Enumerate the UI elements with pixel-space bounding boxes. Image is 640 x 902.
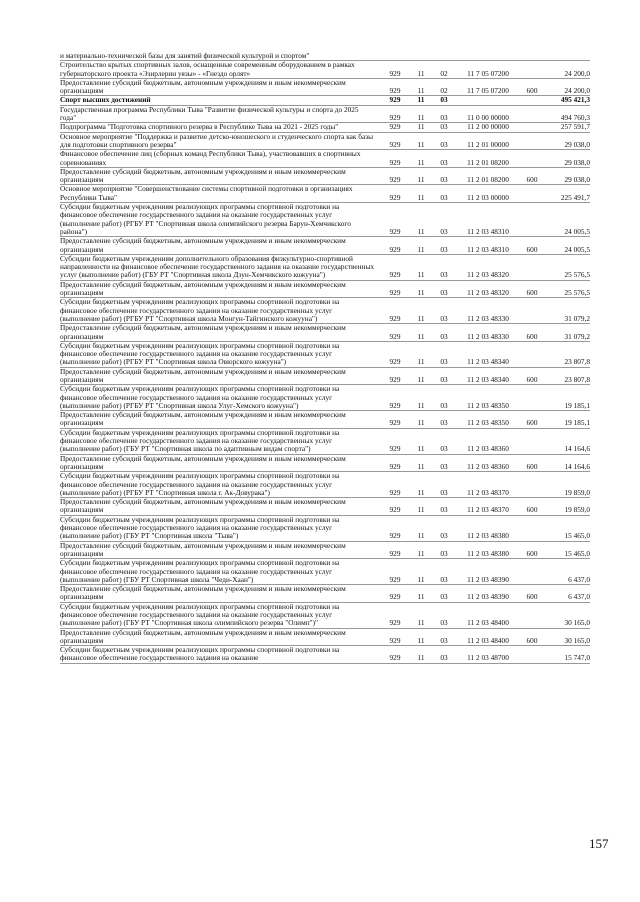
cell-ministry-code: 929 [389, 653, 401, 663]
row-description: Предоставление субсидий бюджетным, автономным учреждениям и иным некоммерческим организациям [60, 627, 346, 645]
cell-subsection-code: 03 [440, 175, 448, 185]
table-row [60, 498, 590, 516]
cell-expense-type-code: 600 [526, 548, 538, 558]
cell-target-article-code: 11 2 03 48340 [467, 357, 509, 367]
cell-section-code: 11 [417, 531, 425, 541]
cell-subsection-code: 03 [440, 270, 448, 280]
cell-subsection-code: 03 [440, 288, 448, 298]
cell-subsection-code: 03 [440, 157, 448, 167]
cell-target-article-code: 11 7 05 07200 [467, 86, 509, 96]
row-description: и материально-технической базы для занятий физической культурой и спортом" [60, 51, 310, 60]
cell-expense-type-code: 600 [526, 592, 538, 602]
cell-section-code: 11 [417, 139, 425, 149]
cell-expense-type-code: 600 [526, 175, 538, 185]
cell-ministry-code: 929 [389, 113, 401, 123]
cell-target-article-code: 11 2 03 48380 [467, 548, 509, 558]
row-description: Субсидии бюджетным учреждениям реализующих программы спортивной подготовки на финансовое обеспечение государственного задания на оказание государственных услуг (выполнение работ) (РГБУ РТ "Спортивная школа г. Ак-Довурака") [60, 471, 340, 497]
cell-subsection-code: 03 [440, 95, 448, 105]
table-row [60, 411, 590, 429]
cell-ministry-code: 929 [389, 618, 401, 628]
cell-target-article-code: 11 2 03 48400 [467, 635, 509, 645]
cell-section-code: 11 [417, 461, 425, 471]
cell-section-code: 11 [417, 574, 425, 584]
cell-target-article-code: 11 2 03 00000 [467, 192, 509, 202]
cell-section-code: 11 [417, 592, 425, 602]
cell-ministry-code: 929 [389, 505, 401, 515]
cell-section-code: 11 [417, 653, 425, 663]
cell-section-code: 11 [417, 444, 425, 454]
cell-amount: 495 421,3 [560, 95, 590, 105]
cell-subsection-code: 03 [440, 444, 448, 454]
table-row [60, 298, 590, 324]
cell-ministry-code: 929 [389, 548, 401, 558]
row-description: Основное мероприятие "Поддержка и развитие детско-юношеского и студенческого спорта как базы для подготовки спортивного резерва" [60, 131, 373, 149]
cell-amount: 19 185,1 [564, 418, 590, 428]
cell-subsection-code: 03 [440, 313, 448, 323]
cell-subsection-code: 03 [440, 461, 448, 471]
table-row [60, 342, 590, 368]
cell-amount: 25 576,5 [564, 270, 590, 280]
cell-section-code: 11 [417, 618, 425, 628]
budget-table [60, 52, 590, 664]
cell-subsection-code: 03 [440, 635, 448, 645]
cell-amount: 30 165,0 [564, 618, 590, 628]
cell-amount: 15 747,0 [564, 653, 590, 663]
cell-expense-type-code: 600 [526, 461, 538, 471]
cell-subsection-code: 03 [440, 122, 448, 132]
cell-subsection-code: 03 [440, 374, 448, 384]
cell-subsection-code: 03 [440, 244, 448, 254]
cell-subsection-code: 03 [440, 192, 448, 202]
row-description: Предоставление субсидий бюджетным, автономным учреждениям и иным некоммерческим организациям [60, 279, 346, 298]
cell-subsection-code: 03 [440, 618, 448, 628]
cell-amount: 29 038,0 [564, 157, 590, 167]
cell-section-code: 11 [417, 86, 425, 96]
cell-subsection-code: 03 [440, 531, 448, 541]
cell-subsection-code: 03 [440, 548, 448, 558]
cell-subsection-code: 03 [440, 400, 448, 410]
cell-target-article-code: 11 2 03 48330 [467, 331, 509, 341]
table-row [60, 133, 590, 151]
cell-subsection-code: 02 [440, 86, 448, 96]
row-description: Предоставление субсидий бюджетным, автономным учреждениям и иным некоммерческим организациям [60, 77, 346, 96]
cell-section-code: 11 [417, 270, 425, 280]
cell-target-article-code: 11 2 03 48340 [467, 374, 509, 384]
cell-ministry-code: 929 [389, 226, 401, 236]
cell-ministry-code: 929 [389, 418, 401, 428]
cell-section-code: 11 [417, 113, 425, 123]
cell-amount: 23 807,8 [564, 374, 590, 384]
cell-amount: 6 437,0 [568, 574, 590, 584]
cell-expense-type-code: 600 [526, 635, 538, 645]
cell-section-code: 11 [417, 635, 425, 645]
table-row [60, 61, 590, 79]
cell-target-article-code: 11 2 00 00000 [467, 122, 509, 132]
table-row [60, 603, 590, 629]
cell-target-article-code: 11 2 01 00000 [467, 139, 509, 149]
cell-section-code: 11 [417, 192, 425, 202]
cell-subsection-code: 03 [440, 505, 448, 515]
cell-section-code: 11 [417, 288, 425, 298]
row-description: Субсидии бюджетным учреждениям реализующих программы спортивной подготовки на финансовое обеспечение государственного задания на оказание государственных услуг (выполнение работ) (РГБУ РТ "Спортивная школа олимпийского резерва Барун-Хемчикского района") [60, 202, 351, 236]
row-description: Финансовое обеспечение лиц (сборных команд Республики Тыва), участвовавших в спортивных соревнованиях [60, 149, 361, 167]
cell-section-code: 11 [417, 418, 425, 428]
page-number: 157 [589, 836, 609, 851]
cell-section-code: 11 [417, 374, 425, 384]
row-description: Предоставление субсидий бюджетным, автономным учреждениям и иным некоммерческим организациям [60, 453, 346, 471]
cell-amount: 15 465,0 [564, 548, 590, 558]
cell-target-article-code: 11 2 03 48380 [467, 531, 509, 541]
row-description: Предоставление субсидий бюджетным, автономным учреждениям и иным некоммерческим организациям [60, 540, 346, 558]
row-description: Предоставление субсидий бюджетным, автономным учреждениям и иным некоммерческим организациям [60, 366, 346, 384]
cell-amount: 19 185,1 [564, 400, 590, 410]
table-row [60, 150, 590, 168]
cell-ministry-code: 929 [389, 139, 401, 149]
cell-ministry-code: 929 [389, 331, 401, 341]
table-row [60, 559, 590, 585]
cell-ministry-code: 929 [389, 122, 401, 132]
cell-ministry-code: 929 [389, 244, 401, 254]
cell-amount: 24 200,0 [564, 86, 590, 96]
cell-amount: 19 859,0 [564, 487, 590, 497]
cell-expense-type-code: 600 [526, 418, 538, 428]
cell-subsection-code: 03 [440, 331, 448, 341]
row-description: Субсидии бюджетным учреждениям реализующих программы спортивной подготовки на финансовое обеспечение государственного задания на оказание государственных услуг (выполнение работ) (ГБУ РТ "Спортивная школа по адаптивным видам спорта") [60, 427, 340, 454]
cell-section-code: 11 [417, 357, 425, 367]
cell-amount: 19 859,0 [564, 505, 590, 515]
cell-ministry-code: 929 [389, 400, 401, 410]
cell-ministry-code: 929 [389, 192, 401, 202]
cell-expense-type-code: 600 [526, 288, 538, 298]
cell-target-article-code: 11 2 03 48310 [467, 244, 509, 254]
cell-expense-type-code: 600 [526, 505, 538, 515]
cell-target-article-code: 11 2 03 48390 [467, 574, 509, 584]
cell-target-article-code: 11 2 03 48320 [467, 288, 509, 298]
cell-section-code: 11 [417, 331, 425, 341]
cell-expense-type-code: 600 [526, 374, 538, 384]
cell-amount: 30 165,0 [564, 635, 590, 645]
cell-amount: 23 807,8 [564, 357, 590, 367]
row-description: Предоставление субсидий бюджетным, автономным учреждениям и иным некоммерческим организациям [60, 236, 346, 254]
row-description: Предоставление субсидий бюджетным, автономным учреждениям и иным некоммерческим организациям [60, 497, 346, 515]
cell-subsection-code: 02 [440, 68, 448, 78]
table-row [60, 255, 590, 281]
row-description: Субсидии бюджетным учреждениям реализующих программы спортивной подготовки на финансовое обеспечение государственного задания на оказание государственных услуг (выполнение работ) (ГБУ РТ "Спортивная школа олимпийского резерва "Олимп")" [60, 601, 340, 628]
row-description: Субсидии бюджетным учреждениям реализующих программы спортивной подготовки на финансовое обеспечение государственного задания на оказание государственных услуг (выполнение работ) (РГБУ РТ "Спортивная школа Улуг-Хемского кожууна") [60, 384, 340, 410]
cell-target-article-code: 11 2 03 48320 [467, 270, 509, 280]
table-row [60, 385, 590, 411]
cell-target-article-code: 11 2 03 48700 [467, 653, 509, 663]
cell-amount: 14 164,6 [564, 461, 590, 471]
cell-target-article-code: 11 2 03 48350 [467, 418, 509, 428]
cell-ministry-code: 929 [389, 444, 401, 454]
cell-ministry-code: 929 [389, 487, 401, 497]
cell-subsection-code: 03 [440, 226, 448, 236]
row-description: Предоставление субсидий бюджетным, автономным учреждениям и иным некоммерческим организациям [60, 584, 346, 602]
cell-amount: 494 760,3 [560, 113, 590, 123]
cell-ministry-code: 929 [389, 461, 401, 471]
cell-amount: 29 038,0 [564, 139, 590, 149]
cell-subsection-code: 03 [440, 574, 448, 584]
cell-section-code: 11 [417, 548, 425, 558]
cell-ministry-code: 929 [389, 357, 401, 367]
row-description: Спорт высших достижений [60, 95, 151, 105]
table-row [60, 237, 590, 255]
cell-amount: 31 079,2 [564, 331, 590, 341]
table-row [60, 646, 590, 664]
cell-target-article-code: 11 2 03 48330 [467, 313, 509, 323]
cell-subsection-code: 03 [440, 357, 448, 367]
cell-expense-type-code: 600 [526, 86, 538, 96]
cell-ministry-code: 929 [389, 313, 401, 323]
cell-ministry-code: 929 [389, 270, 401, 280]
cell-amount: 14 164,6 [564, 444, 590, 454]
table-row [60, 106, 590, 124]
table-row [60, 542, 590, 560]
cell-target-article-code: 11 2 03 48350 [467, 400, 509, 410]
row-description: Подпрограмма "Подготовка спортивного резерва в Республике Тыва на 2021 - 2025 годы" [60, 122, 339, 132]
cell-amount: 257 591,7 [560, 122, 590, 132]
cell-ministry-code: 929 [389, 592, 401, 602]
cell-target-article-code: 11 2 03 48370 [467, 487, 509, 497]
cell-section-code: 11 [417, 226, 425, 236]
cell-target-article-code: 11 2 03 48310 [467, 226, 509, 236]
table-row [60, 516, 590, 542]
cell-section-code: 11 [417, 400, 425, 410]
cell-amount: 15 465,0 [564, 531, 590, 541]
row-description: Государственная программа Республики Тыва "Развитие физической культуры и спорта до 2025 года" [60, 104, 359, 123]
cell-section-code: 11 [417, 122, 425, 132]
cell-amount: 6 437,0 [568, 592, 590, 602]
cell-section-code: 11 [417, 487, 425, 497]
row-description: Предоставление субсидий бюджетным, автономным учреждениям и иным некоммерческим организациям [60, 166, 346, 185]
cell-ministry-code: 929 [389, 374, 401, 384]
cell-ministry-code: 929 [389, 68, 401, 78]
table-row [60, 281, 590, 299]
cell-section-code: 11 [417, 157, 425, 167]
table-row [60, 185, 590, 203]
table-row [60, 368, 590, 386]
table-row [60, 429, 590, 455]
cell-subsection-code: 03 [440, 113, 448, 123]
cell-section-code: 11 [417, 68, 425, 78]
row-description: Субсидии бюджетным учреждениям реализующих программы спортивной подготовки на финансовое обеспечение государственного задания на оказание государственных услуг (выполнение работ) (ГБУ РТ "Спортивная школа "Тыва") [60, 514, 340, 541]
cell-ministry-code: 929 [389, 157, 401, 167]
row-description: Субсидии бюджетным учреждениям реализующих программы спортивной подготовки на финансовое обеспечение государственного задания на оказание государственных услуг (выполнение работ) (РГБУ РТ "Спортивная школа Монгун-Тайгинского кожууна") [60, 297, 340, 323]
row-description: Субсидии бюджетным учреждениям реализующих программы спортивной подготовки на финансовое обеспечение государственного задания на оказание государственных услуг (выполнение работ) (ГБУ РТ Спортивная школа "Чеди-Хаан") [60, 558, 340, 584]
cell-expense-type-code: 600 [526, 244, 538, 254]
cell-expense-type-code: 600 [526, 331, 538, 341]
table-row [60, 472, 590, 498]
cell-target-article-code: 11 7 05 07200 [467, 68, 509, 78]
cell-ministry-code: 929 [389, 95, 401, 105]
cell-subsection-code: 03 [440, 592, 448, 602]
table-row [60, 324, 590, 342]
table-row [60, 168, 590, 186]
table-row [60, 79, 590, 97]
cell-ministry-code: 929 [389, 175, 401, 185]
cell-target-article-code: 11 2 03 48360 [467, 461, 509, 471]
cell-section-code: 11 [417, 95, 425, 105]
cell-target-article-code: 11 2 03 48360 [467, 444, 509, 454]
row-description: Субсидии бюджетным учреждениям реализующих программы спортивной подготовки на финансовое обеспечение государственного задания на оказание государственных услуг (выполнение работ) (РГБУ РТ "Спортивная школа Овюрского кожууна") [60, 340, 340, 367]
table-row [60, 585, 590, 603]
cell-target-article-code: 11 2 03 48400 [467, 618, 509, 628]
cell-target-article-code: 11 2 03 48370 [467, 505, 509, 515]
cell-amount: 25 576,5 [564, 288, 590, 298]
row-description: Основное мероприятие "Совершенствование системы спортивной подготовки в организациях Республики Тыва" [60, 184, 353, 202]
cell-section-code: 11 [417, 505, 425, 515]
cell-section-code: 11 [417, 175, 425, 185]
cell-subsection-code: 03 [440, 487, 448, 497]
cell-amount: 31 079,2 [564, 313, 590, 323]
table-row [60, 629, 590, 647]
cell-target-article-code: 11 2 01 08200 [467, 157, 509, 167]
row-description: Предоставление субсидий бюджетным, автономным учреждениям и иным некоммерческим организациям [60, 410, 346, 428]
cell-ministry-code: 929 [389, 86, 401, 96]
cell-amount: 29 038,0 [564, 175, 590, 185]
cell-ministry-code: 929 [389, 288, 401, 298]
cell-amount: 24 005,5 [564, 244, 590, 254]
row-description: Субсидии бюджетным учреждениям реализующих программы спортивной подготовки на финансовое обеспечение государственного задания на оказание [60, 645, 340, 663]
cell-target-article-code: 11 0 00 00000 [467, 113, 509, 123]
cell-subsection-code: 03 [440, 653, 448, 663]
table-row [60, 455, 590, 473]
cell-section-code: 11 [417, 313, 425, 323]
cell-target-article-code: 11 2 03 48390 [467, 592, 509, 602]
cell-ministry-code: 929 [389, 635, 401, 645]
row-description: Субсидии бюджетным учреждениям дополнительного образования физкультурно-спортивной направленности на финансовое обеспечение государственного задания на оказание государственных услуг (выполнение работ) (ГБУ РТ "Спортивная школа Дзун-Хемчикского кожууна") [60, 253, 374, 280]
cell-amount: 24 200,0 [564, 68, 590, 78]
cell-amount: 24 005,5 [564, 226, 590, 236]
cell-ministry-code: 929 [389, 531, 401, 541]
cell-subsection-code: 03 [440, 418, 448, 428]
cell-section-code: 11 [417, 244, 425, 254]
cell-subsection-code: 03 [440, 139, 448, 149]
cell-ministry-code: 929 [389, 574, 401, 584]
table-row [60, 203, 590, 237]
row-description: Предоставление субсидий бюджетным, автономным учреждениям и иным некоммерческим организациям [60, 323, 346, 341]
row-description: Строительство крытых спортивных залов, оснащенные современным оборудованием в рамках губернаторского проекта «Эзирлерин уязы» - «Гнездо орлят» [60, 60, 355, 78]
cell-target-article-code: 11 2 01 08200 [467, 175, 509, 185]
cell-amount: 225 491,7 [560, 192, 590, 202]
